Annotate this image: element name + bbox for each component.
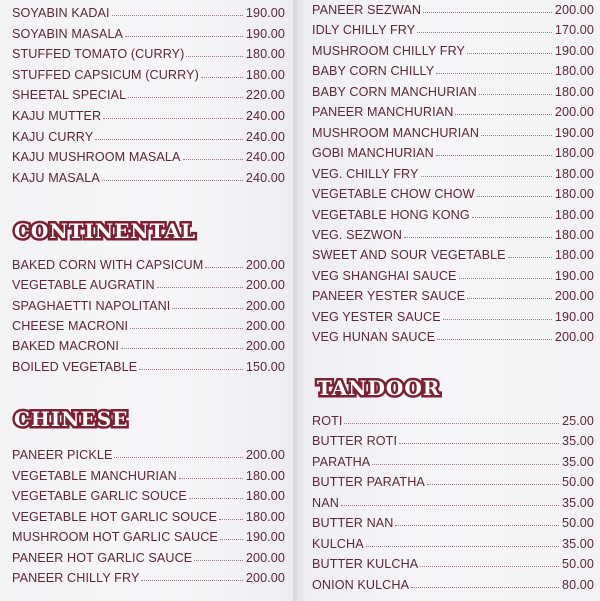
menu-item-price: 180.00	[245, 469, 285, 483]
menu-item	[12, 103, 285, 123]
dot-leader	[172, 308, 242, 309]
menu-item	[312, 140, 594, 160]
dot-leader	[220, 539, 243, 540]
menu-item	[312, 428, 594, 448]
dot-leader	[201, 77, 243, 78]
dot-leader	[477, 196, 552, 197]
menu-right-column	[303, 0, 600, 601]
dot-leader	[436, 155, 552, 156]
menu-item	[312, 572, 594, 592]
menu-item-price: 35.00	[561, 455, 594, 469]
dot-leader	[472, 217, 552, 218]
menu-item-name: VEGETABLE CHOW CHOW	[312, 187, 475, 201]
menu-item-price: 240.00	[245, 109, 285, 123]
menu-item	[312, 510, 594, 530]
menu-item-name: BUTTER KULCHA	[312, 557, 419, 571]
menu-item-price: 200.00	[245, 299, 285, 313]
menu-item-name: MUSHROOM MANCHURIAN	[312, 126, 480, 140]
menu-item-name: BABY CORN CHILLY	[312, 64, 435, 78]
section-heading-text: CONTINENTAL	[14, 219, 197, 243]
menu-item	[12, 165, 285, 185]
menu-item	[312, 469, 594, 489]
dot-leader	[341, 505, 559, 506]
menu-item-price: 35.00	[561, 434, 594, 448]
menu-item-price: 200.00	[554, 105, 594, 119]
menu-item-name: STUFFED TOMATO (CURRY)	[12, 47, 185, 61]
dot-leader	[128, 97, 243, 98]
menu-item-price: 180.00	[554, 85, 594, 99]
dot-leader	[455, 114, 551, 115]
dot-leader	[366, 546, 559, 547]
menu-item	[312, 99, 594, 119]
menu-item	[312, 324, 594, 344]
menu-item-name: ROTI	[312, 414, 343, 428]
menu-item-price: 190.00	[245, 27, 285, 41]
dot-leader	[436, 73, 552, 74]
menu-item-name: VEG. SEZWON	[312, 228, 402, 242]
menu-item	[312, 38, 594, 58]
menu-item-price: 180.00	[554, 167, 594, 181]
dot-leader	[479, 94, 552, 95]
menu-item	[12, 354, 285, 374]
menu-item-price: 50.00	[561, 516, 594, 530]
menu-item-name: KAJU MASALA	[12, 171, 100, 185]
menu-item	[12, 124, 285, 144]
section-heading-text: CHINESE	[14, 407, 129, 431]
menu-item-price: 200.00	[245, 258, 285, 272]
menu-item	[312, 242, 594, 262]
menu-item-name: KAJU MUSHROOM MASALA	[12, 150, 181, 164]
dot-leader	[205, 267, 243, 268]
menu-item	[12, 333, 285, 353]
menu-item-price: 180.00	[554, 146, 594, 160]
menu-item-name: SOYABIN MASALA	[12, 27, 124, 41]
menu-item	[12, 545, 285, 565]
dot-leader	[102, 180, 243, 181]
menu-item-name: VEG. CHILLY FRY	[312, 167, 419, 181]
menu-item	[312, 531, 594, 551]
menu-item-price: 180.00	[554, 228, 594, 242]
menu-item	[312, 283, 594, 303]
menu-item-name: SOYABIN KADAI	[12, 6, 110, 20]
menu-item	[312, 202, 594, 222]
menu-item-price: 240.00	[245, 130, 285, 144]
dot-leader	[372, 464, 559, 465]
menu-item	[312, 17, 594, 37]
menu-item-name: VEG YESTER SAUCE	[312, 310, 441, 324]
menu-item	[12, 293, 285, 313]
menu-item-name: PANEER CHILLY FRY	[12, 571, 140, 585]
menu-item-name: VEGETABLE MANCHURIAN	[12, 469, 177, 483]
menu-item-price: 190.00	[554, 310, 594, 324]
menu-item-name: STUFFED CAPSICUM (CURRY)	[12, 68, 199, 82]
menu-item-name: MUSHROOM CHILLY FRY	[312, 44, 466, 58]
menu-item-name: PANEER SEZWAN	[312, 3, 422, 17]
menu-item-price: 170.00	[554, 23, 594, 37]
menu-item-name: BAKED CORN WITH CAPSICUM	[12, 258, 204, 272]
menu-item	[12, 504, 285, 524]
dot-leader	[417, 32, 552, 33]
menu-item	[12, 313, 285, 333]
menu-item	[12, 463, 285, 483]
menu-item-price: 50.00	[561, 557, 594, 571]
menu-item	[312, 120, 594, 140]
menu-item-name: VEGETABLE AUGRATIN	[12, 278, 155, 292]
continental-heading	[14, 216, 196, 246]
menu-item-price: 50.00	[561, 475, 594, 489]
menu-item-name: VEG SHANGHAI SAUCE	[312, 269, 457, 283]
menu-item-name: CHEESE MACRONI	[12, 319, 129, 333]
menu-item-name: PANEER HOT GARLIC SAUCE	[12, 551, 193, 565]
menu-item-name: GOBI MANCHURIAN	[312, 146, 434, 160]
menu-item-price: 190.00	[245, 6, 285, 20]
menu-item	[12, 62, 285, 82]
dot-leader	[219, 519, 243, 520]
dot-leader	[395, 525, 559, 526]
menu-item	[12, 21, 285, 41]
dot-leader	[467, 298, 552, 299]
dot-leader	[139, 369, 243, 370]
menu-item-price: 180.00	[245, 510, 285, 524]
menu-item	[312, 263, 594, 283]
menu-item-name: VEGETABLE GARLIC SOUCE	[12, 489, 187, 503]
menu-item-price: 200.00	[245, 319, 285, 333]
menu-item-name: PANEER MANCHURIAN	[312, 105, 454, 119]
menu-item-price: 180.00	[245, 489, 285, 503]
menu-item-name: KULCHA	[312, 537, 364, 551]
menu-item	[12, 82, 285, 102]
menu-item-name: KAJU MUTTER	[12, 109, 102, 123]
dot-leader	[157, 287, 243, 288]
tandoor-heading	[317, 373, 440, 403]
menu-item-name: NAN	[312, 496, 339, 510]
menu-item-name: BAKED MACRONI	[12, 339, 119, 353]
menu-left-column	[0, 0, 297, 601]
menu-item	[12, 41, 285, 61]
dot-leader	[411, 587, 559, 588]
menu-item-name: VEGETABLE HONG KONG	[312, 208, 470, 222]
menu-item-name: SPAGHAETTI NAPOLITANI	[12, 299, 171, 313]
menu-item-price: 240.00	[245, 171, 285, 185]
dot-leader	[467, 53, 552, 54]
menu-item	[312, 181, 594, 201]
menu-item-price: 220.00	[245, 88, 285, 102]
menu-item-name: BABY CORN MANCHURIAN	[312, 85, 477, 99]
menu-item	[312, 58, 594, 78]
dot-leader	[437, 339, 552, 340]
dot-leader	[186, 56, 242, 57]
dot-leader	[112, 15, 243, 16]
dot-leader	[404, 237, 552, 238]
menu-item-name: BOILED VEGETABLE	[12, 360, 138, 374]
menu-item-name: BUTTER ROTI	[312, 434, 398, 448]
menu-item	[12, 442, 285, 462]
menu-item	[12, 483, 285, 503]
dot-leader	[459, 278, 552, 279]
menu-item	[12, 0, 285, 20]
dot-leader	[427, 484, 559, 485]
menu-item	[312, 222, 594, 242]
dot-leader	[423, 12, 552, 13]
dot-leader	[121, 348, 243, 349]
dot-leader	[508, 257, 552, 258]
menu-item-price: 240.00	[245, 150, 285, 164]
menu-item-name: SHEETAL SPECIAL	[12, 88, 127, 102]
menu-item-price: 200.00	[245, 278, 285, 292]
menu-item-name: PANEER PICKLE	[12, 448, 113, 462]
menu-item-name: KAJU CURRY	[12, 130, 94, 144]
menu-item-price: 200.00	[554, 289, 594, 303]
menu-item-price: 190.00	[554, 44, 594, 58]
dot-leader	[443, 319, 552, 320]
menu-item	[312, 0, 594, 17]
dot-leader	[179, 478, 243, 479]
menu-item-price: 190.00	[245, 530, 285, 544]
menu-item	[312, 304, 594, 324]
menu-item-name: BUTTER NAN	[312, 516, 394, 530]
menu-item-name: PARATHA	[312, 455, 371, 469]
menu-item	[312, 79, 594, 99]
chinese-heading	[14, 404, 128, 434]
menu-item-price: 25.00	[561, 414, 594, 428]
menu-item-name: PANEER YESTER SAUCE	[312, 289, 466, 303]
menu-item-price: 190.00	[554, 126, 594, 140]
menu-item-price: 200.00	[245, 339, 285, 353]
menu-item-price: 180.00	[554, 64, 594, 78]
dot-leader	[189, 498, 243, 499]
menu-item	[12, 565, 285, 585]
menu-item-name: VEGETABLE HOT GARLIC SOUCE	[12, 510, 218, 524]
menu-item	[312, 490, 594, 510]
menu-item	[12, 272, 285, 292]
menu-item	[312, 408, 594, 428]
menu-item-name: ONION KULCHA	[312, 578, 410, 592]
menu-item-price: 200.00	[245, 448, 285, 462]
menu-item-price: 180.00	[554, 208, 594, 222]
dot-leader	[481, 135, 552, 136]
menu-item-price: 180.00	[554, 248, 594, 262]
dot-leader	[141, 580, 242, 581]
menu-item	[12, 252, 285, 272]
menu-item-price: 80.00	[561, 578, 594, 592]
dot-leader	[399, 443, 559, 444]
dot-leader	[103, 118, 243, 119]
menu-item-name: SWEET AND SOUR VEGETABLE	[312, 248, 506, 262]
dot-leader	[421, 176, 552, 177]
menu-item-price: 200.00	[245, 551, 285, 565]
menu-item-price: 200.00	[554, 3, 594, 17]
menu-item-price: 180.00	[554, 187, 594, 201]
menu-item-price: 200.00	[245, 571, 285, 585]
menu-item-price: 180.00	[245, 47, 285, 61]
menu-item-name: MUSHROOM HOT GARLIC SAUCE	[12, 530, 218, 544]
menu-item	[12, 144, 285, 164]
dot-leader	[130, 328, 243, 329]
menu-item	[312, 449, 594, 469]
menu-item-price: 35.00	[561, 496, 594, 510]
menu-item	[12, 524, 285, 544]
menu-item-price: 180.00	[245, 68, 285, 82]
menu-item-price: 150.00	[245, 360, 285, 374]
menu-item-name: VEG HUNAN SAUCE	[312, 330, 436, 344]
menu-item-price: 200.00	[554, 330, 594, 344]
dot-leader	[114, 457, 242, 458]
menu-item	[312, 551, 594, 571]
dot-leader	[95, 139, 243, 140]
dot-leader	[420, 566, 559, 567]
menu-item-name: IDLY CHILLY FRY	[312, 23, 416, 37]
dot-leader	[194, 560, 243, 561]
menu-item	[312, 161, 594, 181]
dot-leader	[344, 423, 559, 424]
menu-item-price: 35.00	[561, 537, 594, 551]
dot-leader	[183, 159, 243, 160]
dot-leader	[125, 36, 243, 37]
menu-item-name: BUTTER PARATHA	[312, 475, 425, 489]
section-heading-text: TANDOOR	[317, 376, 441, 400]
menu-item-price: 190.00	[554, 269, 594, 283]
